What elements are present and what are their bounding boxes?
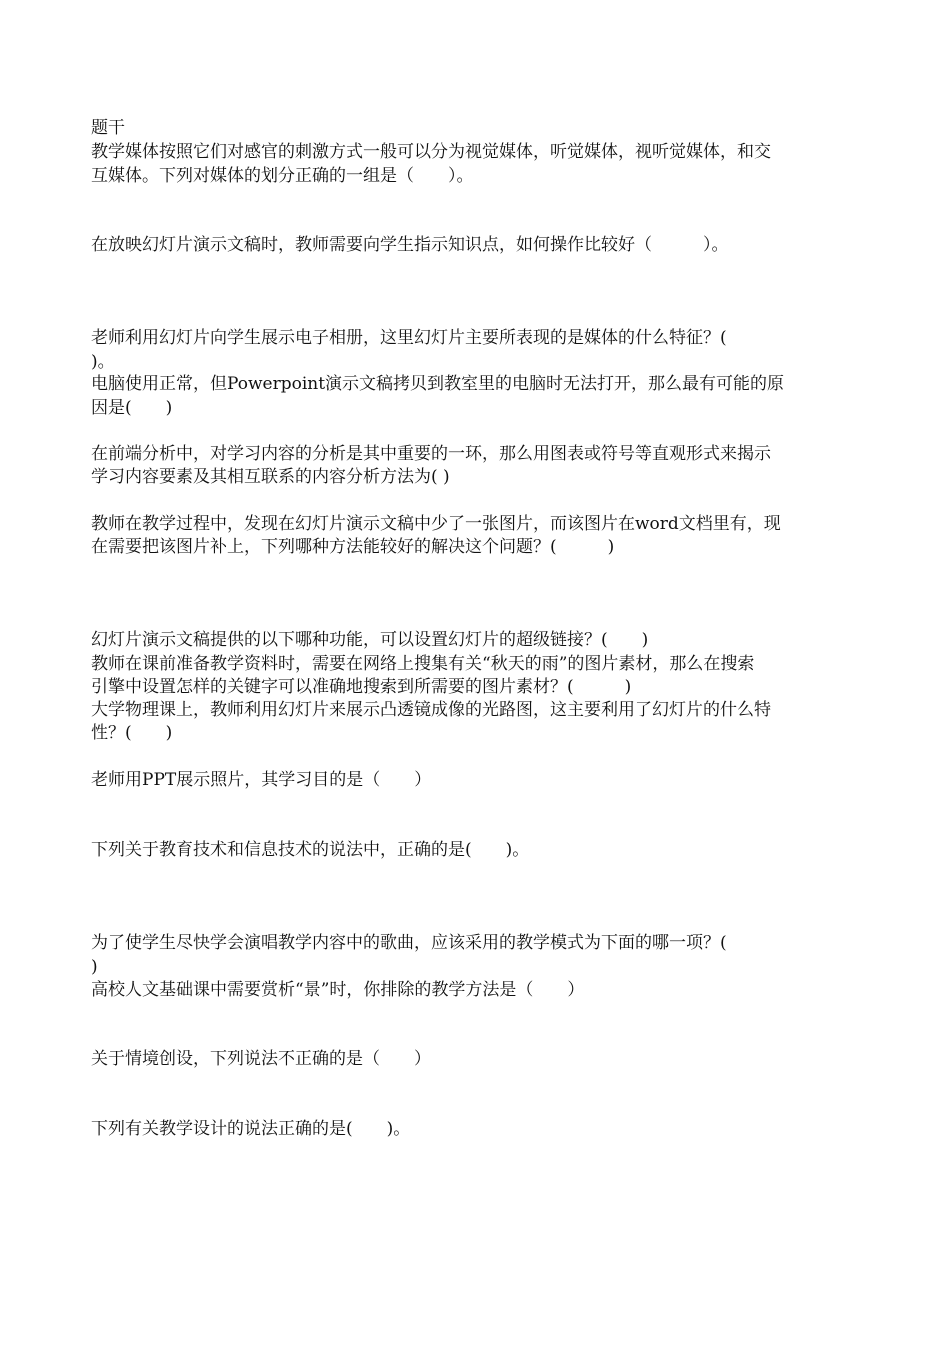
question-line: 电脑使用正常，但Powerpoint演示文稿拷贝到教室里的电脑时无法打开，那么最有可能的原 (91, 374, 785, 394)
question-line: 教师在课前准备教学资料时，需要在网络上搜集有关“秋天的雨”的图片素材，那么在搜索 (91, 654, 755, 674)
question-line: 老师利用幻灯片向学生展示电子相册，这里幻灯片主要所表现的是媒体的什么特征？( (91, 328, 727, 348)
question-line: 高校人文基础课中需要赏析“景”时，你排除的教学方法是（ ） (91, 980, 585, 1000)
question-line: 下列有关教学设计的说法正确的是( )。 (91, 1119, 411, 1139)
question-line: 教学媒体按照它们对感官的刺激方式一般可以分为视觉媒体，听觉媒体，视听觉媒体，和交 (91, 142, 771, 162)
question-line: ) (91, 957, 98, 977)
question-line: 教师在教学过程中，发现在幻灯片演示文稿中少了一张图片，而该图片在word文档里有，现 (91, 514, 781, 534)
question-line: 性？( ) (91, 723, 173, 743)
question-line: 在需要把该图片补上，下列哪种方法能较好的解决这个问题？( ) (91, 537, 615, 557)
question-line: 学习内容要素及其相互联系的内容分析方法为( ) (91, 467, 450, 487)
question-line: 老师用PPT展示照片，其学习目的是（ ） (91, 770, 432, 790)
header-label: 题干 (91, 118, 125, 138)
question-line: 关于情境创设，下列说法不正确的是（ ） (91, 1049, 431, 1069)
question-line: 因是( ) (91, 398, 173, 418)
question-line: 在放映幻灯片演示文稿时，教师需要向学生指示知识点，如何操作比较好（ ）。 (91, 235, 729, 255)
question-line: 下列关于教育技术和信息技术的说法中，正确的是( )。 (91, 840, 530, 860)
question-line: 引擎中设置怎样的关键字可以准确地搜索到所需要的图片素材？( ) (91, 677, 632, 697)
question-line: 大学物理课上，教师利用幻灯片来展示凸透镜成像的光路图，这主要利用了幻灯片的什么特 (91, 700, 771, 720)
question-line: )。 (91, 352, 115, 372)
question-line: 互媒体。下列对媒体的划分正确的一组是（ ）。 (91, 166, 474, 186)
question-line: 在前端分析中，对学习内容的分析是其中重要的一环，那么用图表或符号等直观形式来揭示 (91, 444, 771, 464)
question-line: 幻灯片演示文稿提供的以下哪种功能，可以设置幻灯片的超级链接？( ) (91, 630, 649, 650)
question-line: 为了使学生尽快学会演唱教学内容中的歌曲，应该采用的教学模式为下面的哪一项？( (91, 933, 727, 953)
